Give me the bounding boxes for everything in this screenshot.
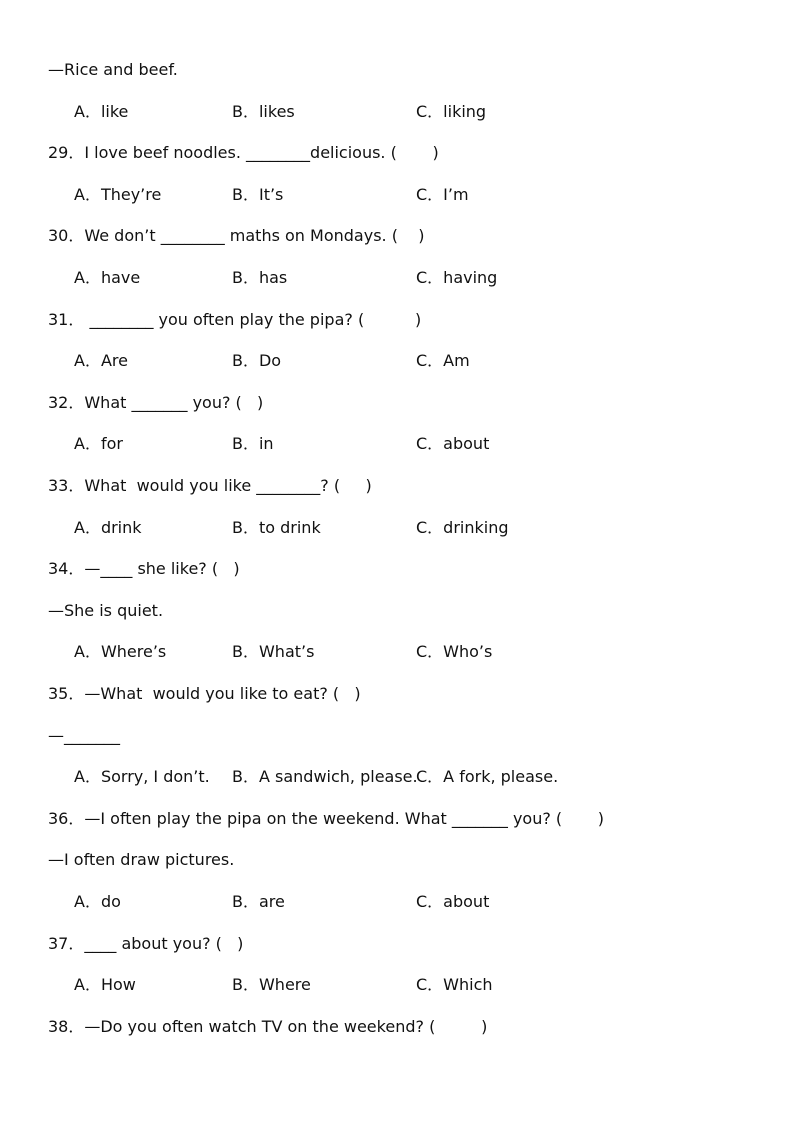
question-line: 32．What _______ you? ( ) [48,392,264,412]
option-a: A．Where’s [74,642,167,662]
option-a: A．do [74,892,121,911]
option-c: C．Who’s [416,642,493,662]
option-c: C．I’m [416,184,469,204]
question-line: 31． ________ you often play the pipa? ( ) [48,309,422,329]
option-b: B．in [232,434,274,454]
option-a: A．drink [74,517,142,537]
option-b: B．A sandwich, please. [232,767,418,787]
question-line: —I often draw pictures. [48,850,235,870]
option-b: B．has [232,268,288,287]
option-b: B．Where [232,975,311,995]
question-line: 38．—Do you often watch TV on the weekend? ( ) [48,1016,488,1036]
option-a: A．Are [74,351,128,371]
question-line: 36．—I often play the pipa on the weekend. What _______ you? ( ) [48,808,605,828]
option-b: B．to drink [232,517,321,537]
option-a: A．Sorry, I don’t. [74,767,210,787]
option-a: A．like [74,101,129,121]
option-c: C．having [416,268,498,287]
option-a: A．How [74,975,136,995]
option-a: A．have [74,268,141,287]
option-b: B．It’s [232,184,284,204]
option-c: C．Am [416,351,470,371]
option-c: C．about [416,892,490,911]
question-line: 34．—____ she like? ( ) [48,559,240,579]
option-c: C．about [416,434,490,454]
question-line: —Rice and beef. [48,60,178,79]
question-line: 37．____ about you? ( ) [48,933,244,953]
question-line: 35．—What would you like to eat? ( ) [48,684,361,703]
option-b: B．are [232,892,285,911]
option-b: B．likes [232,101,295,121]
option-c: C．liking [416,101,487,121]
option-b: B．What’s [232,642,315,662]
option-b: B．Do [232,351,282,371]
question-line: —She is quiet. [48,600,164,620]
question-line: 30．We don’t ________ maths on Mondays. ( ) [48,226,425,246]
question-line: —_______ [48,725,120,745]
option-c: C．A fork, please. [416,767,559,787]
option-c: C．Which [416,975,493,995]
question-line: 29．I love beef noodles. ________delicious. ( ) [48,143,439,163]
option-a: A．They’re [74,184,162,204]
question-line: 33．What would you like ________? ( ) [48,476,372,495]
option-c: C．drinking [416,517,509,537]
option-a: A．for [74,434,123,454]
